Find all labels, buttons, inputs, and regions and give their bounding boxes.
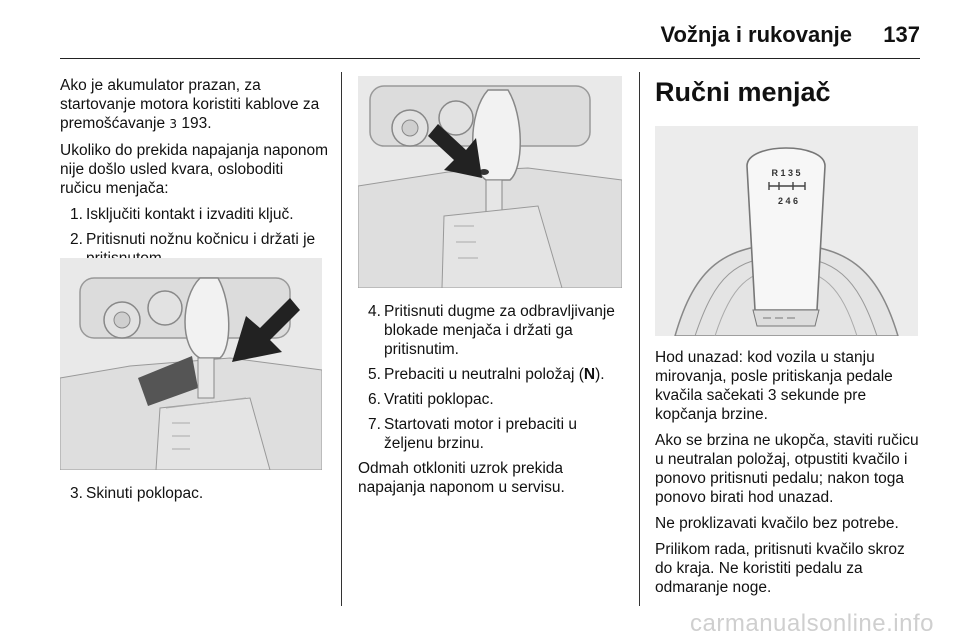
service-paragraph: Odmah otkloniti uzrok prekida napajanja naponom u servisu. <box>358 460 565 496</box>
engage-paragraph: Ako se brzina ne ukopča, staviti ručicu u neutralan položaj, otpustiti kvačilo i ponovo pritisnuti pedalu; nakon toga ponovo birati hod unazad. <box>655 432 919 506</box>
page-ref-link[interactable]: 193. <box>181 115 212 132</box>
header-rule <box>60 58 920 59</box>
column-divider-2 <box>639 72 640 606</box>
page-header <box>60 22 920 52</box>
column-2 <box>358 302 626 504</box>
list-item: 6. Vratiti poklopac. <box>368 391 494 408</box>
clutch-slip-paragraph: Ne proklizavati kvačilo bez potrebe. <box>655 515 899 532</box>
battery-paragraph <box>60 76 328 134</box>
list-item: 5. Prebaciti u neutralni položaj (N). <box>368 366 605 383</box>
gear-pattern-bottom: 2 4 6 <box>777 196 799 206</box>
column-1 <box>60 76 328 274</box>
watermark: carmanualsonline.info <box>690 610 934 637</box>
page-ref-arrow-icon: 3 <box>169 117 178 131</box>
battery-text: Ako je akumulator prazan, za startovanje motora koristiti kablove za premošćavanje <box>60 77 320 132</box>
figure-remove-cover <box>60 258 322 470</box>
step-3-block <box>60 484 328 509</box>
page-number: 137 <box>883 22 920 47</box>
section-heading: Ručni menjač <box>655 77 831 107</box>
figure-unlock-button <box>358 76 622 288</box>
reverse-gear-paragraph: Hod unazad: kod vozila u stanju mirovanja, posle pritiskanja pedale kvačila sačekati 3 sekunde pre kopčanja brzine. <box>655 349 893 423</box>
section-title: Vožnja i rukovanje <box>660 22 852 47</box>
list-item: 1. Isključiti kontakt i izvaditi ključ. <box>70 206 294 223</box>
gear-pattern-top: R 1 3 5 <box>771 168 801 178</box>
steps-list-2 <box>358 302 626 453</box>
release-paragraph: Ukoliko do prekida napajanja naponom nije došlo usled kvara, osloboditi ručicu menjača: <box>60 142 328 197</box>
figure-gear-knob <box>655 126 918 336</box>
column-3-text <box>655 348 923 604</box>
list-item: 4. Pritisnuti dugme za odbravljivanje blokade menjača i držati ga pritisnutim. <box>368 303 615 358</box>
column-divider-1 <box>341 72 342 606</box>
list-item: 3. Skinuti poklopac. <box>70 485 204 502</box>
list-item: 2. Pritisnuti nožnu kočnicu i držati je <box>70 231 316 248</box>
column-3 <box>655 76 923 108</box>
list-item: 7. Startovati motor i prebaciti u željenu brzinu. <box>368 416 577 452</box>
clutch-press-paragraph: Prilikom rada, pritisnuti kvačilo skroz do kraja. Ne koristiti pedalu za odmaranje noge. <box>655 541 905 596</box>
